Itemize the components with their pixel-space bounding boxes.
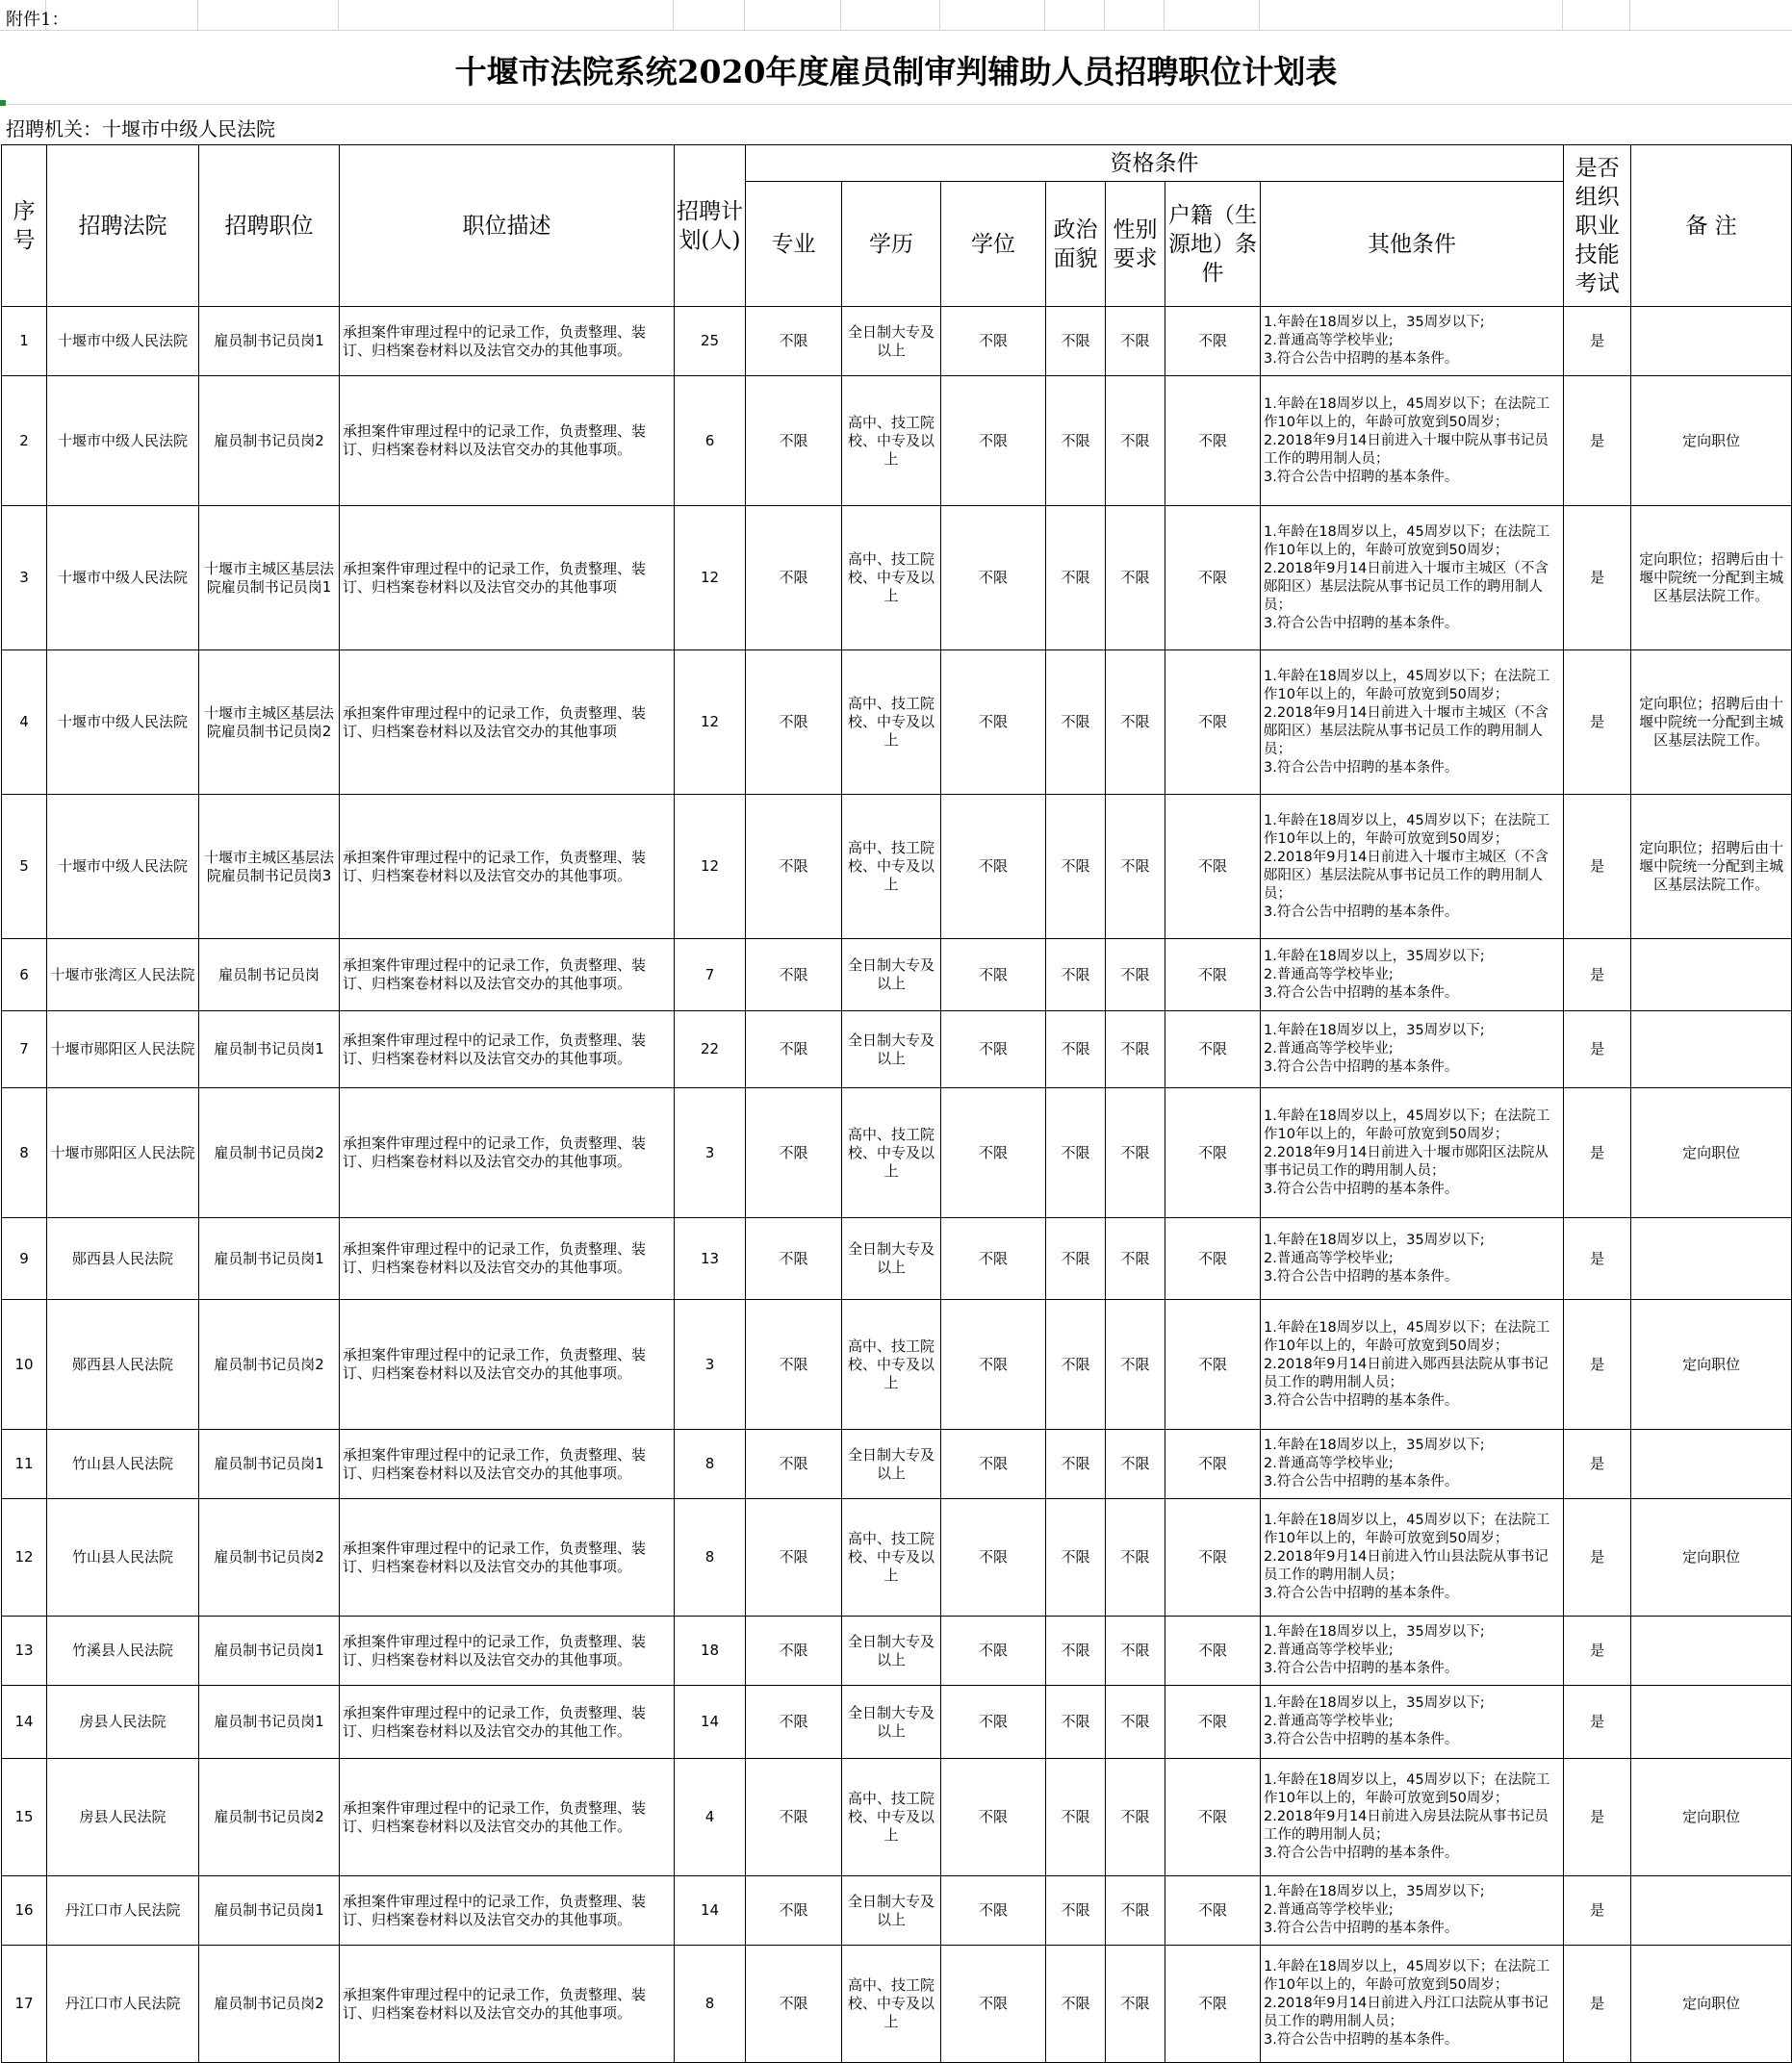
- cell-seq: 11: [2, 1430, 47, 1499]
- table-row: [2, 650, 1792, 795]
- cell-other: 1.年龄在18周岁以上，45周岁以下；在法院工作10年以上的，年龄可放宽到50周岁； 2.2018年9月14日前进入郧西县法院从事书记员工作的聘用制人员； 3.符合公告中招聘的基本条件。: [1261, 1300, 1564, 1430]
- cell-residence: 不限: [1165, 376, 1261, 506]
- cell-plan: 12: [675, 506, 746, 650]
- cell-political: 不限: [1046, 939, 1106, 1011]
- cell-degree: 不限: [941, 1430, 1046, 1499]
- cell-exam: 是: [1564, 939, 1631, 1011]
- cell-plan: 6: [675, 376, 746, 506]
- cell-court: 十堰市中级人民法院: [47, 506, 199, 650]
- cell-other: 1.年龄在18周岁以上，45周岁以下；在法院工作10年以上的，年龄可放宽到50周岁； 2.2018年9月14日前进入十堰市主城区（不含郧阳区）基层法院从事书记员工作的聘用制人员； 3.符合公告中招聘的基本条件。: [1261, 795, 1564, 939]
- cell-education: 全日制大专及以上: [842, 307, 941, 376]
- cell-plan: 3: [675, 1088, 746, 1218]
- cell-gender: 不限: [1106, 939, 1165, 1011]
- cell-plan: 12: [675, 650, 746, 795]
- cell-major: 不限: [746, 650, 842, 795]
- cell-education: 高中、技工院校、中专及以上: [842, 1946, 941, 2063]
- cell-remark: [1631, 939, 1792, 1011]
- cell-degree: 不限: [941, 939, 1046, 1011]
- cell-position: 十堰市主城区基层法院雇员制书记员岗2: [199, 650, 340, 795]
- cell-remark: [1631, 1430, 1792, 1499]
- table-row: [2, 939, 1792, 1011]
- cell-description: 承担案件审理过程中的记录工作，负责整理、装订、归档案卷材料以及法官交办的其他事项。: [340, 1946, 675, 2063]
- cell-seq: 4: [2, 650, 47, 795]
- cell-political: 不限: [1046, 376, 1106, 506]
- cell-residence: 不限: [1165, 1218, 1261, 1300]
- table-row: [2, 1088, 1792, 1218]
- cell-court: 郧西县人民法院: [47, 1218, 199, 1300]
- cell-seq: 7: [2, 1011, 47, 1088]
- cell-other: 1.年龄在18周岁以上，45周岁以下；在法院工作10年以上的，年龄可放宽到50周岁； 2.2018年9月14日前进入十堰市主城区（不含郧阳区）基层法院从事书记员工作的聘用制人员； 3.符合公告中招聘的基本条件。: [1261, 506, 1564, 650]
- cell-remark: 定向职位: [1631, 1088, 1792, 1218]
- cell-remark: [1631, 1218, 1792, 1300]
- cell-plan: 18: [675, 1617, 746, 1686]
- cell-position: 雇员制书记员岗1: [199, 1430, 340, 1499]
- cell-remark: [1631, 1686, 1792, 1759]
- header-political: 政治面貌: [1046, 182, 1106, 307]
- cell-plan: 7: [675, 939, 746, 1011]
- cell-major: 不限: [746, 307, 842, 376]
- cell-court: 十堰市中级人民法院: [47, 650, 199, 795]
- cell-court: 十堰市中级人民法院: [47, 376, 199, 506]
- cell-residence: 不限: [1165, 939, 1261, 1011]
- cell-court: 十堰市中级人民法院: [47, 795, 199, 939]
- cell-description: 承担案件审理过程中的记录工作，负责整理、装订、归档案卷材料以及法官交办的其他事项。: [340, 939, 675, 1011]
- cell-plan: 25: [675, 307, 746, 376]
- table-row: [2, 1300, 1792, 1430]
- cell-degree: 不限: [941, 1946, 1046, 2063]
- cell-gender: 不限: [1106, 1218, 1165, 1300]
- cell-exam: 是: [1564, 1946, 1631, 2063]
- cell-gender: 不限: [1106, 1300, 1165, 1430]
- cell-court: 十堰市郧阳区人民法院: [47, 1088, 199, 1218]
- header-education: 学历: [842, 182, 941, 307]
- cell-degree: 不限: [941, 506, 1046, 650]
- cell-court: 十堰市中级人民法院: [47, 307, 199, 376]
- header-residence: 户籍（生源地）条件: [1165, 182, 1261, 307]
- cell-marker: [0, 100, 6, 106]
- cell-remark: 定向职位: [1631, 1759, 1792, 1876]
- cell-other: 1.年龄在18周岁以上，35周岁以下; 2.普通高等学校毕业; 3.符合公告中招聘的基本条件。: [1261, 939, 1564, 1011]
- cell-major: 不限: [746, 1430, 842, 1499]
- cell-political: 不限: [1046, 1088, 1106, 1218]
- cell-education: 全日制大专及以上: [842, 1617, 941, 1686]
- cell-remark: 定向职位: [1631, 1946, 1792, 2063]
- cell-gender: 不限: [1106, 1876, 1165, 1946]
- title-divider: [0, 104, 1792, 105]
- cell-plan: 14: [675, 1876, 746, 1946]
- cell-degree: 不限: [941, 307, 1046, 376]
- cell-residence: 不限: [1165, 1759, 1261, 1876]
- cell-degree: 不限: [941, 1088, 1046, 1218]
- cell-major: 不限: [746, 1088, 842, 1218]
- cell-residence: 不限: [1165, 307, 1261, 376]
- cell-plan: 22: [675, 1011, 746, 1088]
- cell-remark: 定向职位: [1631, 1300, 1792, 1430]
- cell-education: 高中、技工院校、中专及以上: [842, 376, 941, 506]
- cell-position: 雇员制书记员岗: [199, 939, 340, 1011]
- cell-major: 不限: [746, 1759, 842, 1876]
- cell-court: 竹山县人民法院: [47, 1499, 199, 1617]
- cell-other: 1.年龄在18周岁以上，35周岁以下; 2.普通高等学校毕业; 3.符合公告中招聘的基本条件。: [1261, 307, 1564, 376]
- header-remarks: 备 注: [1631, 145, 1792, 307]
- cell-degree: 不限: [941, 1759, 1046, 1876]
- cell-description: 承担案件审理过程中的记录工作，负责整理、装订、归档案卷材料以及法官交办的其他事项。: [340, 307, 675, 376]
- cell-degree: 不限: [941, 1499, 1046, 1617]
- cell-major: 不限: [746, 1011, 842, 1088]
- cell-exam: 是: [1564, 307, 1631, 376]
- cell-exam: 是: [1564, 1686, 1631, 1759]
- cell-political: 不限: [1046, 795, 1106, 939]
- cell-major: 不限: [746, 1300, 842, 1430]
- cell-major: 不限: [746, 506, 842, 650]
- attachment-label: 附件1：: [6, 10, 69, 30]
- cell-description: 承担案件审理过程中的记录工作，负责整理、装订、归档案卷材料以及法官交办的其他事项。: [340, 1011, 675, 1088]
- cell-gender: 不限: [1106, 1946, 1165, 2063]
- cell-exam: 是: [1564, 506, 1631, 650]
- cell-remark: [1631, 307, 1792, 376]
- cell-plan: 14: [675, 1686, 746, 1759]
- cell-exam: 是: [1564, 1617, 1631, 1686]
- cell-position: 雇员制书记员岗1: [199, 1011, 340, 1088]
- cell-court: 丹江口市人民法院: [47, 1946, 199, 2063]
- cell-position: 十堰市主城区基层法院雇员制书记员岗1: [199, 506, 340, 650]
- cell-major: 不限: [746, 1218, 842, 1300]
- cell-exam: 是: [1564, 1876, 1631, 1946]
- cell-degree: 不限: [941, 1686, 1046, 1759]
- cell-political: 不限: [1046, 307, 1106, 376]
- cell-residence: 不限: [1165, 506, 1261, 650]
- cell-political: 不限: [1046, 1499, 1106, 1617]
- cell-gender: 不限: [1106, 1617, 1165, 1686]
- cell-plan: 13: [675, 1218, 746, 1300]
- cell-description: 承担案件审理过程中的记录工作，负责整理、装订、归档案卷材料以及法官交办的其他事项。: [340, 1499, 675, 1617]
- cell-residence: 不限: [1165, 1686, 1261, 1759]
- cell-seq: 12: [2, 1499, 47, 1617]
- cell-court: 十堰市张湾区人民法院: [47, 939, 199, 1011]
- cell-residence: 不限: [1165, 1088, 1261, 1218]
- cell-major: 不限: [746, 1499, 842, 1617]
- cell-other: 1.年龄在18周岁以上，35周岁以下; 2.普通高等学校毕业; 3.符合公告中招聘的基本条件。: [1261, 1218, 1564, 1300]
- cell-remark: 定向职位: [1631, 1499, 1792, 1617]
- cell-position: 十堰市主城区基层法院雇员制书记员岗3: [199, 795, 340, 939]
- cell-other: 1.年龄在18周岁以上，45周岁以下；在法院工作10年以上的，年龄可放宽到50周岁； 2.2018年9月14日前进入十堰中院从事书记员工作的聘用制人员； 3.符合公告中招聘的基本条件。: [1261, 376, 1564, 506]
- cell-position: 雇员制书记员岗2: [199, 1300, 340, 1430]
- cell-court: 丹江口市人民法院: [47, 1876, 199, 1946]
- cell-gender: 不限: [1106, 506, 1165, 650]
- cell-court: 竹山县人民法院: [47, 1430, 199, 1499]
- table-row: [2, 1218, 1792, 1300]
- cell-seq: 3: [2, 506, 47, 650]
- cell-education: 全日制大专及以上: [842, 1876, 941, 1946]
- cell-residence: 不限: [1165, 1499, 1261, 1617]
- cell-plan: 12: [675, 795, 746, 939]
- recruitment-table: [1, 144, 1792, 2063]
- cell-other: 1.年龄在18周岁以上，35周岁以下; 2.普通高等学校毕业; 3.符合公告中招聘的基本条件。: [1261, 1686, 1564, 1759]
- top-grid-row: [0, 0, 1792, 31]
- cell-exam: 是: [1564, 1011, 1631, 1088]
- cell-other: 1.年龄在18周岁以上，45周岁以下；在法院工作10年以上的，年龄可放宽到50周岁； 2.2018年9月14日前进入竹山县法院从事书记员工作的聘用制人员； 3.符合公告中招聘的基本条件。: [1261, 1499, 1564, 1617]
- cell-description: 承担案件审理过程中的记录工作，负责整理、装订、归档案卷材料以及法官交办的其他工作。: [340, 1686, 675, 1759]
- cell-degree: 不限: [941, 1218, 1046, 1300]
- cell-seq: 16: [2, 1876, 47, 1946]
- cell-seq: 17: [2, 1946, 47, 2063]
- cell-remark: 定向职位: [1631, 376, 1792, 506]
- cell-exam: 是: [1564, 1430, 1631, 1499]
- cell-court: 十堰市郧阳区人民法院: [47, 1011, 199, 1088]
- cell-education: 高中、技工院校、中专及以上: [842, 1300, 941, 1430]
- cell-court: 房县人民法院: [47, 1759, 199, 1876]
- header-court: 招聘法院: [47, 145, 199, 307]
- cell-description: 承担案件审理过程中的记录工作，负责整理、装订、归档案卷材料以及法官交办的其他事项。: [340, 1430, 675, 1499]
- table-row: [2, 1876, 1792, 1946]
- cell-remark: [1631, 1617, 1792, 1686]
- cell-political: 不限: [1046, 1300, 1106, 1430]
- cell-other: 1.年龄在18周岁以上，45周岁以下；在法院工作10年以上的，年龄可放宽到50周岁； 2.2018年9月14日前进入十堰市郧阳区法院从事书记员工作的聘用制人员； 3.符合公告中招聘的基本条件。: [1261, 1088, 1564, 1218]
- cell-court: 郧西县人民法院: [47, 1300, 199, 1430]
- cell-degree: 不限: [941, 376, 1046, 506]
- cell-gender: 不限: [1106, 650, 1165, 795]
- cell-description: 承担案件审理过程中的记录工作，负责整理、装订、归档案卷材料以及法官交办的其他工作。: [340, 1759, 675, 1876]
- cell-residence: 不限: [1165, 795, 1261, 939]
- header-seq: 序号: [2, 145, 47, 307]
- cell-education: 高中、技工院校、中专及以上: [842, 1499, 941, 1617]
- cell-gender: 不限: [1106, 1686, 1165, 1759]
- cell-education: 全日制大专及以上: [842, 1430, 941, 1499]
- cell-education: 全日制大专及以上: [842, 1218, 941, 1300]
- cell-plan: 8: [675, 1499, 746, 1617]
- cell-position: 雇员制书记员岗2: [199, 1759, 340, 1876]
- header-gender: 性别要求: [1106, 182, 1165, 307]
- table-row: [2, 1946, 1792, 2063]
- cell-exam: 是: [1564, 1300, 1631, 1430]
- cell-position: 雇员制书记员岗2: [199, 1088, 340, 1218]
- cell-residence: 不限: [1165, 1876, 1261, 1946]
- cell-political: 不限: [1046, 1617, 1106, 1686]
- cell-seq: 6: [2, 939, 47, 1011]
- table-row: [2, 376, 1792, 506]
- cell-education: 高中、技工院校、中专及以上: [842, 1088, 941, 1218]
- cell-other: 1.年龄在18周岁以上，35周岁以下; 2.普通高等学校毕业; 3.符合公告中招聘的基本条件。: [1261, 1430, 1564, 1499]
- cell-description: 承担案件审理过程中的记录工作，负责整理、装订、归档案卷材料以及法官交办的其他事项。: [340, 1876, 675, 1946]
- cell-description: 承担案件审理过程中的记录工作，负责整理、装订、归档案卷材料以及法官交办的其他事项。: [340, 795, 675, 939]
- cell-other: 1.年龄在18周岁以上，45周岁以下；在法院工作10年以上的，年龄可放宽到50周岁； 2.2018年9月14日前进入丹江口法院从事书记员工作的聘用制人员； 3.符合公告中招聘的基本条件。: [1261, 1946, 1564, 2063]
- cell-major: 不限: [746, 1876, 842, 1946]
- cell-other: 1.年龄在18周岁以上，35周岁以下; 2.普通高等学校毕业; 3.符合公告中招聘的基本条件。: [1261, 1011, 1564, 1088]
- cell-description: 承担案件审理过程中的记录工作，负责整理、装订、归档案卷材料以及法官交办的其他事项。: [340, 1617, 675, 1686]
- cell-seq: 2: [2, 376, 47, 506]
- table-row: [2, 795, 1792, 939]
- cell-residence: 不限: [1165, 1946, 1261, 2063]
- cell-seq: 9: [2, 1218, 47, 1300]
- cell-degree: 不限: [941, 1876, 1046, 1946]
- cell-gender: 不限: [1106, 795, 1165, 939]
- cell-degree: 不限: [941, 650, 1046, 795]
- cell-other: 1.年龄在18周岁以上，35周岁以下; 2.普通高等学校毕业; 3.符合公告中招聘的基本条件。: [1261, 1876, 1564, 1946]
- cell-gender: 不限: [1106, 307, 1165, 376]
- cell-exam: 是: [1564, 650, 1631, 795]
- cell-political: 不限: [1046, 1946, 1106, 2063]
- cell-major: 不限: [746, 1617, 842, 1686]
- cell-seq: 13: [2, 1617, 47, 1686]
- cell-residence: 不限: [1165, 1300, 1261, 1430]
- cell-remark: 定向职位；招聘后由十堰中院统一分配到主城区基层法院工作。: [1631, 506, 1792, 650]
- cell-political: 不限: [1046, 1686, 1106, 1759]
- cell-seq: 15: [2, 1759, 47, 1876]
- cell-position: 雇员制书记员岗2: [199, 1946, 340, 2063]
- cell-residence: 不限: [1165, 1617, 1261, 1686]
- cell-remark: 定向职位；招聘后由十堰中院统一分配到主城区基层法院工作。: [1631, 650, 1792, 795]
- cell-description: 承担案件审理过程中的记录工作，负责整理、装订、归档案卷材料以及法官交办的其他事项。: [340, 1300, 675, 1430]
- cell-gender: 不限: [1106, 1499, 1165, 1617]
- cell-position: 雇员制书记员岗1: [199, 1617, 340, 1686]
- cell-degree: 不限: [941, 795, 1046, 939]
- cell-position: 雇员制书记员岗1: [199, 1218, 340, 1300]
- cell-major: 不限: [746, 939, 842, 1011]
- cell-seq: 10: [2, 1300, 47, 1430]
- cell-seq: 14: [2, 1686, 47, 1759]
- cell-exam: 是: [1564, 1088, 1631, 1218]
- cell-court: 房县人民法院: [47, 1686, 199, 1759]
- cell-gender: 不限: [1106, 1088, 1165, 1218]
- cell-political: 不限: [1046, 1011, 1106, 1088]
- cell-exam: 是: [1564, 1759, 1631, 1876]
- cell-political: 不限: [1046, 1876, 1106, 1946]
- cell-seq: 8: [2, 1088, 47, 1218]
- cell-political: 不限: [1046, 1759, 1106, 1876]
- header-plan: 招聘计划(人): [675, 145, 746, 307]
- cell-education: 高中、技工院校、中专及以上: [842, 506, 941, 650]
- table-row: [2, 1499, 1792, 1617]
- cell-plan: 4: [675, 1759, 746, 1876]
- table-row: [2, 1617, 1792, 1686]
- cell-plan: 8: [675, 1946, 746, 2063]
- header-position: 招聘职位: [199, 145, 340, 307]
- cell-education: 全日制大专及以上: [842, 939, 941, 1011]
- cell-position: 雇员制书记员岗2: [199, 1499, 340, 1617]
- agency-line: 招聘机关：十堰市中级人民法院: [6, 117, 275, 140]
- cell-political: 不限: [1046, 650, 1106, 795]
- cell-degree: 不限: [941, 1617, 1046, 1686]
- cell-court: 竹溪县人民法院: [47, 1617, 199, 1686]
- cell-residence: 不限: [1165, 650, 1261, 795]
- header-row-1: [2, 145, 1792, 182]
- header-exam: 是否组织职业技能考试: [1564, 145, 1631, 307]
- cell-description: 承担案件审理过程中的记录工作，负责整理、装订、归档案卷材料以及法官交办的其他事项。: [340, 376, 675, 506]
- cell-education: 高中、技工院校、中专及以上: [842, 1759, 941, 1876]
- table-row: [2, 506, 1792, 650]
- cell-major: 不限: [746, 1946, 842, 2063]
- cell-description: 承担案件审理过程中的记录工作，负责整理、装订、归档案卷材料以及法官交办的其他事项。: [340, 1088, 675, 1218]
- cell-position: 雇员制书记员岗2: [199, 376, 340, 506]
- page-title: 十堰市法院系统2020年度雇员制审判辅助人员招聘职位计划表: [454, 53, 1338, 90]
- header-other: 其他条件: [1261, 182, 1564, 307]
- cell-remark: [1631, 1011, 1792, 1088]
- cell-political: 不限: [1046, 1218, 1106, 1300]
- cell-major: 不限: [746, 1686, 842, 1759]
- cell-seq: 1: [2, 307, 47, 376]
- cell-other: 1.年龄在18周岁以上，35周岁以下; 2.普通高等学校毕业; 3.符合公告中招聘的基本条件。: [1261, 1617, 1564, 1686]
- cell-exam: 是: [1564, 1218, 1631, 1300]
- cell-seq: 5: [2, 795, 47, 939]
- table-row: [2, 1011, 1792, 1088]
- table-row: [2, 307, 1792, 376]
- header-degree: 学位: [941, 182, 1046, 307]
- cell-plan: 3: [675, 1300, 746, 1430]
- cell-political: 不限: [1046, 506, 1106, 650]
- cell-exam: 是: [1564, 795, 1631, 939]
- cell-education: 全日制大专及以上: [842, 1011, 941, 1088]
- cell-description: 承担案件审理过程中的记录工作，负责整理、装订、归档案卷材料以及法官交办的其他事项。: [340, 1218, 675, 1300]
- cell-education: 高中、技工院校、中专及以上: [842, 795, 941, 939]
- cell-major: 不限: [746, 376, 842, 506]
- cell-position: 雇员制书记员岗1: [199, 1876, 340, 1946]
- cell-remark: [1631, 1876, 1792, 1946]
- cell-remark: 定向职位；招聘后由十堰中院统一分配到主城区基层法院工作。: [1631, 795, 1792, 939]
- cell-position: 雇员制书记员岗1: [199, 1686, 340, 1759]
- table-row: [2, 1430, 1792, 1499]
- cell-political: 不限: [1046, 1430, 1106, 1499]
- cell-exam: 是: [1564, 1499, 1631, 1617]
- cell-description: 承担案件审理过程中的记录工作，负责整理、装订、归档案卷材料以及法官交办的其他事项: [340, 650, 675, 795]
- cell-description: 承担案件审理过程中的记录工作，负责整理、装订、归档案卷材料以及法官交办的其他事项: [340, 506, 675, 650]
- table-row: [2, 1759, 1792, 1876]
- header-major: 专业: [746, 182, 842, 307]
- table-row: [2, 1686, 1792, 1759]
- cell-degree: 不限: [941, 1011, 1046, 1088]
- cell-residence: 不限: [1165, 1430, 1261, 1499]
- cell-exam: 是: [1564, 376, 1631, 506]
- cell-gender: 不限: [1106, 1759, 1165, 1876]
- cell-education: 全日制大专及以上: [842, 1686, 941, 1759]
- cell-plan: 8: [675, 1430, 746, 1499]
- cell-other: 1.年龄在18周岁以上，45周岁以下；在法院工作10年以上的，年龄可放宽到50周岁； 2.2018年9月14日前进入房县法院从事书记员工作的聘用制人员； 3.符合公告中招聘的基本条件。: [1261, 1759, 1564, 1876]
- cell-education: 高中、技工院校、中专及以上: [842, 650, 941, 795]
- cell-other: 1.年龄在18周岁以上，45周岁以下；在法院工作10年以上的，年龄可放宽到50周岁； 2.2018年9月14日前进入十堰市主城区（不含郧阳区）基层法院从事书记员工作的聘用制人员； 3.符合公告中招聘的基本条件。: [1261, 650, 1564, 795]
- cell-gender: 不限: [1106, 376, 1165, 506]
- cell-residence: 不限: [1165, 1011, 1261, 1088]
- cell-gender: 不限: [1106, 1430, 1165, 1499]
- header-qualifications: 资格条件: [746, 145, 1564, 182]
- cell-position: 雇员制书记员岗1: [199, 307, 340, 376]
- header-description: 职位描述: [340, 145, 675, 307]
- cell-gender: 不限: [1106, 1011, 1165, 1088]
- cell-major: 不限: [746, 795, 842, 939]
- cell-degree: 不限: [941, 1300, 1046, 1430]
